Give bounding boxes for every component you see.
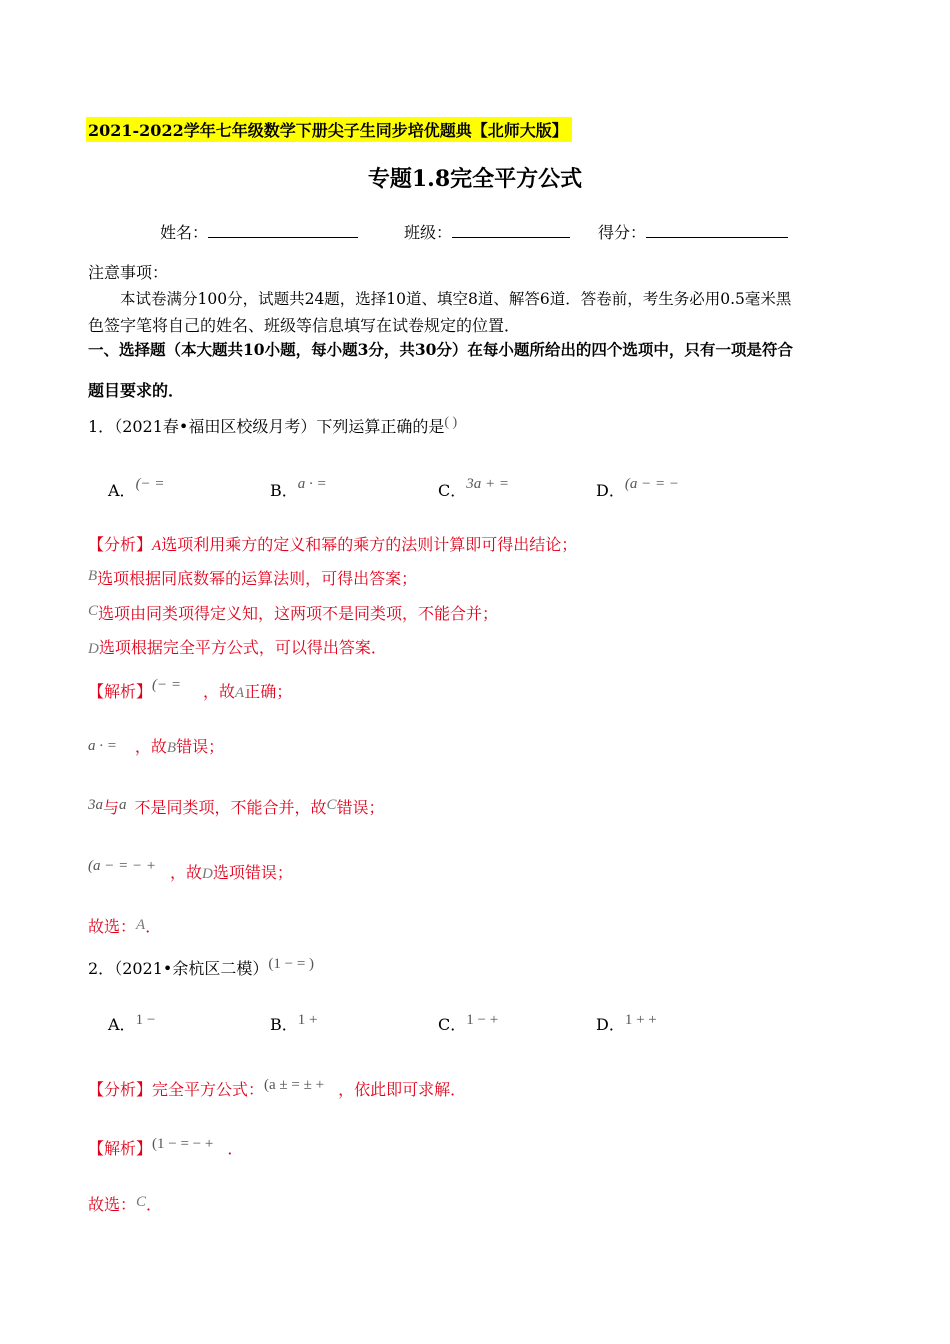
var-c: C (88, 603, 99, 619)
solution-expr: a (119, 797, 127, 813)
solution-expr: (− = (152, 677, 182, 693)
question-1 (88, 414, 457, 437)
q1-analysis-2 (88, 566, 417, 589)
name-field[interactable] (160, 220, 358, 243)
analysis-text: 选项根据同底数幂的运算法则，可得出答案； (97, 569, 418, 588)
option-label: A． (108, 1015, 136, 1034)
question-source: （2021•余杭区二模） (114, 959, 269, 978)
solution-text: 错误； (336, 798, 385, 817)
series-banner: 2021-2022学年七年级数学下册尖子生同步培优题典【北师大版】 (86, 117, 572, 142)
option-label: D． (596, 1015, 625, 1034)
q1-option-b[interactable] (270, 478, 327, 501)
answer-end: ． (145, 917, 162, 936)
option-label: B． (270, 481, 298, 500)
q1-answer (88, 914, 161, 937)
question-source: （2021春•福田区校级月考） (114, 417, 317, 436)
var-c: C (326, 797, 337, 813)
q2-answer (88, 1192, 162, 1215)
name-blank[interactable] (208, 223, 358, 238)
option-label: D． (596, 481, 625, 500)
score-blank[interactable] (646, 223, 788, 238)
q1-option-d[interactable] (596, 478, 679, 501)
question-expr: (1 − = ) (268, 956, 315, 972)
answer-choice: A (136, 917, 146, 933)
solution-expr: a · = (88, 738, 117, 754)
q1-solution-4 (88, 860, 293, 883)
question-stem: 下列运算正确的是 (316, 417, 445, 436)
section-1-heading: 一、选择题（本大题共10小题，每小题3分，共30分）在每小题所给出的四个选项中，只有一项是符合 (88, 340, 793, 359)
solution-tag: 【解析】 (88, 1139, 153, 1158)
option-label: C． (438, 481, 467, 500)
q1-analysis-1 (88, 532, 577, 555)
q2-solution (88, 1136, 243, 1159)
analysis-text: 选项根据完全平方公式，可以得出答案． (98, 638, 387, 657)
solution-expr: (1 − = − + (152, 1136, 214, 1152)
solution-tag: 【解析】 (88, 682, 153, 701)
answer-choice: C (136, 1194, 147, 1210)
q1-solution-2 (88, 734, 224, 757)
option-label: C． (438, 1015, 467, 1034)
solution-expr: (a − = − + (88, 858, 156, 874)
solution-text: 选项错误； (212, 863, 293, 882)
solution-text: ，故 (203, 682, 236, 701)
option-expr: 1 + (297, 1012, 318, 1028)
question-2 (88, 956, 314, 979)
analysis-text: 完全平方公式： (152, 1080, 265, 1099)
option-expr: (a − = − (624, 476, 679, 492)
q2-option-a[interactable] (108, 1012, 155, 1035)
q2-analysis (88, 1077, 466, 1100)
option-expr: 1 − (135, 1012, 156, 1028)
option-expr: 1 + + (624, 1012, 657, 1028)
var-a: A (235, 685, 245, 701)
option-expr: a · = (297, 476, 327, 492)
class-field[interactable] (404, 220, 570, 243)
analysis-text: ，依此即可求解． (338, 1080, 467, 1099)
name-label: 姓名： (160, 223, 209, 242)
q1-analysis-4 (88, 635, 387, 658)
page-title: 专题1.8完全平方公式 (367, 166, 583, 192)
answer-label: 故选： (88, 1195, 137, 1214)
question-number: 2． (88, 959, 115, 978)
analysis-tag: 【分析】 (88, 1080, 153, 1099)
q2-option-d[interactable] (596, 1012, 657, 1035)
analysis-text: 选项利用乘方的定义和幂的乘方的法则计算即可得出结论； (161, 535, 578, 554)
analysis-text: 选项由同类项得定义知，这两项不是同类项，不能合并； (98, 604, 499, 623)
analysis-expr: (a ± = ± + (264, 1077, 325, 1093)
option-label: B． (270, 1015, 298, 1034)
q1-option-a[interactable] (108, 478, 165, 501)
solution-text: 不是同类项，不能合并，故 (134, 798, 327, 817)
section-1-heading-cont: 题目要求的． (88, 381, 185, 400)
q1-option-c[interactable] (438, 478, 509, 501)
solution-expr: 3a (88, 797, 103, 813)
score-field[interactable] (598, 220, 788, 243)
analysis-tag: 【分析】 (88, 535, 153, 554)
solution-text: 与 (103, 798, 120, 817)
class-label: 班级： (404, 223, 453, 242)
var-a: A (152, 538, 162, 554)
var-b: B (88, 568, 98, 584)
q1-solution-3 (88, 795, 385, 818)
q1-analysis-3 (88, 601, 498, 624)
option-expr: (− = (135, 476, 165, 492)
solution-text: 错误； (176, 737, 225, 756)
option-expr: 3a + = (466, 476, 509, 492)
q1-solution-1 (88, 679, 292, 702)
var-d: D (88, 641, 99, 657)
option-expr: 1 − + (466, 1012, 499, 1028)
q2-option-b[interactable] (270, 1012, 317, 1035)
class-blank[interactable] (452, 223, 570, 238)
question-number: 1． (88, 417, 115, 436)
answer-end: ． (146, 1195, 163, 1214)
solution-text: ，故 (134, 737, 167, 756)
q2-option-c[interactable] (438, 1012, 498, 1035)
solution-text: ． (227, 1139, 244, 1158)
answer-paren: ( ) (444, 415, 458, 430)
answer-label: 故选： (88, 917, 137, 936)
notes-line-2: 色签字笔将自己的姓名、班级等信息填写在试卷规定的位置． (88, 316, 521, 335)
notes-line-1: 本试卷满分100分，试题共24题，选择10道、填空8道、解答6道．答卷前，考生务必用0.5毫米黑 (120, 290, 792, 308)
option-label: A． (108, 481, 136, 500)
score-label: 得分： (598, 223, 647, 242)
solution-text: ，故 (169, 863, 202, 882)
var-d: D (202, 866, 213, 882)
solution-text: 正确； (244, 682, 293, 701)
var-b: B (166, 740, 177, 756)
notes-heading: 注意事项： (88, 263, 169, 282)
